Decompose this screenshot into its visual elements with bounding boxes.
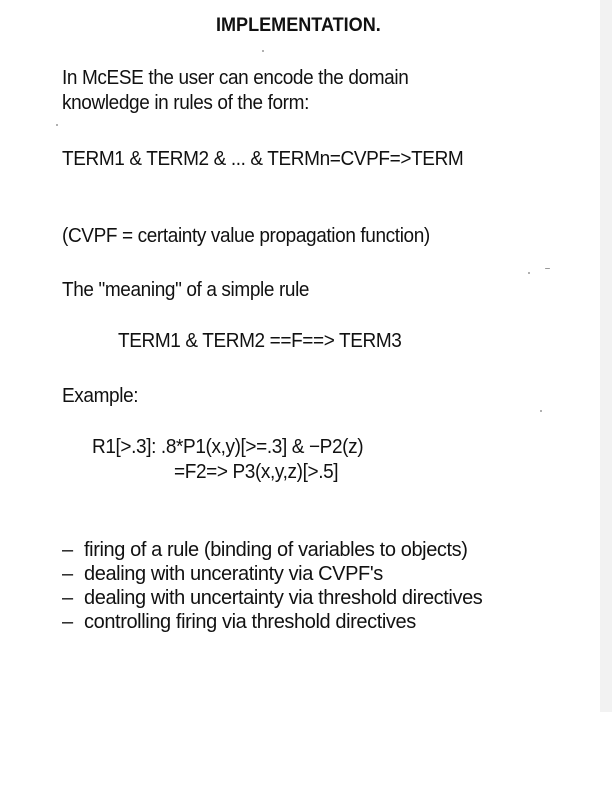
bullet-text: firing of a rule (binding of variables to objects) xyxy=(84,539,468,561)
bullet-dash: – xyxy=(62,539,73,561)
scan-speck xyxy=(528,272,530,274)
list-item xyxy=(62,562,554,586)
bullet-dash: – xyxy=(62,563,73,585)
bullet-list xyxy=(62,538,554,634)
example-line-1: R1[>.3]: .8*P1(x,y)[>=.3] & −P2(z) xyxy=(92,436,364,458)
bullet-text: dealing with uncertainty via threshold directives xyxy=(84,587,483,609)
intro-line-1: In McESE the user can encode the domain xyxy=(62,67,409,89)
example-line-2: =F2=> P3(x,y,z)[>.5] xyxy=(174,461,339,483)
scan-speck xyxy=(545,268,550,269)
bullet-dash: – xyxy=(62,611,73,633)
scan-speck xyxy=(540,410,542,412)
rule-form: TERM1 & TERM2 & ... & TERMn=CVPF=>TERM xyxy=(62,148,464,170)
bullet-text: dealing with unceratinty via CVPF's xyxy=(84,563,383,585)
list-item xyxy=(62,610,554,634)
meaning-heading: The "meaning" of a simple rule xyxy=(62,279,310,301)
example-heading: Example: xyxy=(62,385,139,407)
bullet-text: controlling firing via threshold directives xyxy=(84,611,416,633)
list-item xyxy=(62,538,554,562)
scan-speck xyxy=(56,124,58,126)
page-title: IMPLEMENTATION. xyxy=(216,15,381,36)
cvpf-definition: (CVPF = certainty value propagation function) xyxy=(62,225,430,247)
page-edge xyxy=(600,0,612,712)
bullet-dash: – xyxy=(62,587,73,609)
scan-speck xyxy=(262,50,264,52)
intro-line-2: knowledge in rules of the form: xyxy=(62,92,309,114)
simple-rule: TERM1 & TERM2 ==F==> TERM3 xyxy=(118,330,402,352)
list-item xyxy=(62,586,554,610)
